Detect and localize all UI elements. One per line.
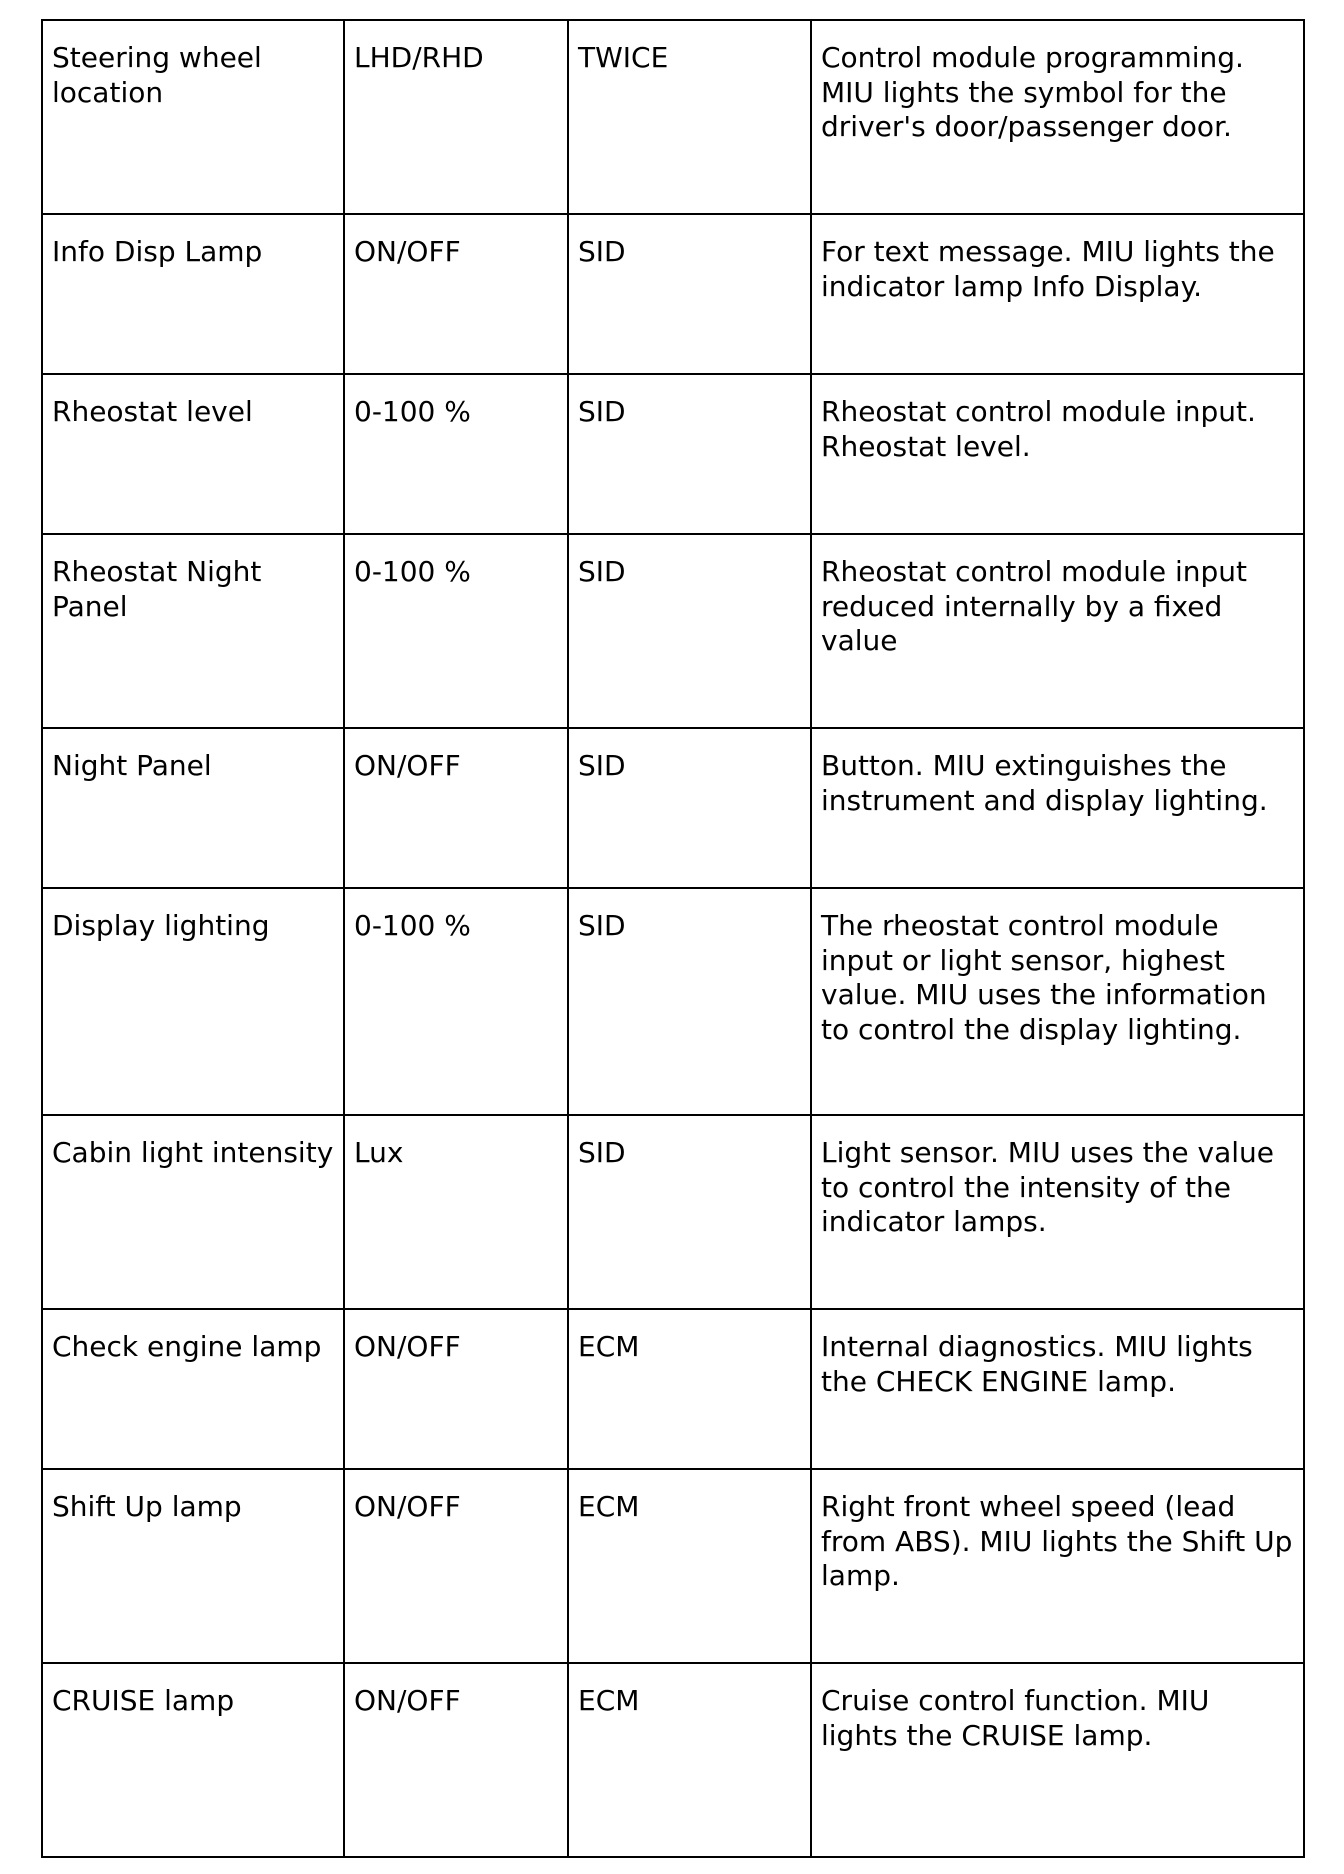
description-cell: Button. MIU extinguishes the instrument and display lighting. — [811, 728, 1304, 888]
signal-cell: Rheostat level — [42, 374, 344, 534]
description-cell: The rheostat control module input or light sensor, highest value. MIU uses the information to control the display lighting. — [811, 888, 1304, 1115]
description-cell: Cruise control function. MIU lights the CRUISE lamp. — [811, 1663, 1304, 1857]
table-row — [42, 534, 1304, 728]
description-cell: Internal diagnostics. MIU lights the CHECK ENGINE lamp. — [811, 1309, 1304, 1469]
source-cell: ECM — [568, 1663, 811, 1857]
signal-cell: Check engine lamp — [42, 1309, 344, 1469]
value-cell: ON/OFF — [344, 728, 568, 888]
signal-cell: Cabin light intensity — [42, 1115, 344, 1309]
signal-cell: Night Panel — [42, 728, 344, 888]
description-cell: Rheostat control module input reduced internally by a fixed value — [811, 534, 1304, 728]
table-row — [42, 1663, 1304, 1857]
source-cell: SID — [568, 214, 811, 374]
source-cell: SID — [568, 534, 811, 728]
source-cell: SID — [568, 888, 811, 1115]
description-cell: Right front wheel speed (lead from ABS). MIU lights the Shift Up lamp. — [811, 1469, 1304, 1663]
value-cell: 0-100 % — [344, 534, 568, 728]
value-cell: LHD/RHD — [344, 20, 568, 214]
table-row — [42, 1309, 1304, 1469]
table-row — [42, 888, 1304, 1115]
signal-cell: Shift Up lamp — [42, 1469, 344, 1663]
source-cell: SID — [568, 1115, 811, 1309]
table-row — [42, 1115, 1304, 1309]
value-cell: 0-100 % — [344, 374, 568, 534]
source-cell: ECM — [568, 1469, 811, 1663]
signal-cell: CRUISE lamp — [42, 1663, 344, 1857]
source-cell: TWICE — [568, 20, 811, 214]
signal-cell: Steering wheel location — [42, 20, 344, 214]
description-cell: Light sensor. MIU uses the value to control the intensity of the indicator lamps. — [811, 1115, 1304, 1309]
table-row — [42, 1469, 1304, 1663]
value-cell: ON/OFF — [344, 1663, 568, 1857]
description-cell: For text message. MIU lights the indicator lamp Info Display. — [811, 214, 1304, 374]
value-cell: Lux — [344, 1115, 568, 1309]
signal-table — [41, 19, 1305, 1858]
value-cell: ON/OFF — [344, 214, 568, 374]
value-cell: 0-100 % — [344, 888, 568, 1115]
source-cell: SID — [568, 374, 811, 534]
table-row — [42, 214, 1304, 374]
value-cell: ON/OFF — [344, 1309, 568, 1469]
table-row — [42, 374, 1304, 534]
table-row — [42, 728, 1304, 888]
source-cell: SID — [568, 728, 811, 888]
signal-cell: Rheostat Night Panel — [42, 534, 344, 728]
value-cell: ON/OFF — [344, 1469, 568, 1663]
description-cell: Control module programming. MIU lights the symbol for the driver's door/passenger door. — [811, 20, 1304, 214]
table-row — [42, 20, 1304, 214]
signal-cell: Display lighting — [42, 888, 344, 1115]
source-cell: ECM — [568, 1309, 811, 1469]
description-cell: Rheostat control module input. Rheostat level. — [811, 374, 1304, 534]
signal-cell: Info Disp Lamp — [42, 214, 344, 374]
